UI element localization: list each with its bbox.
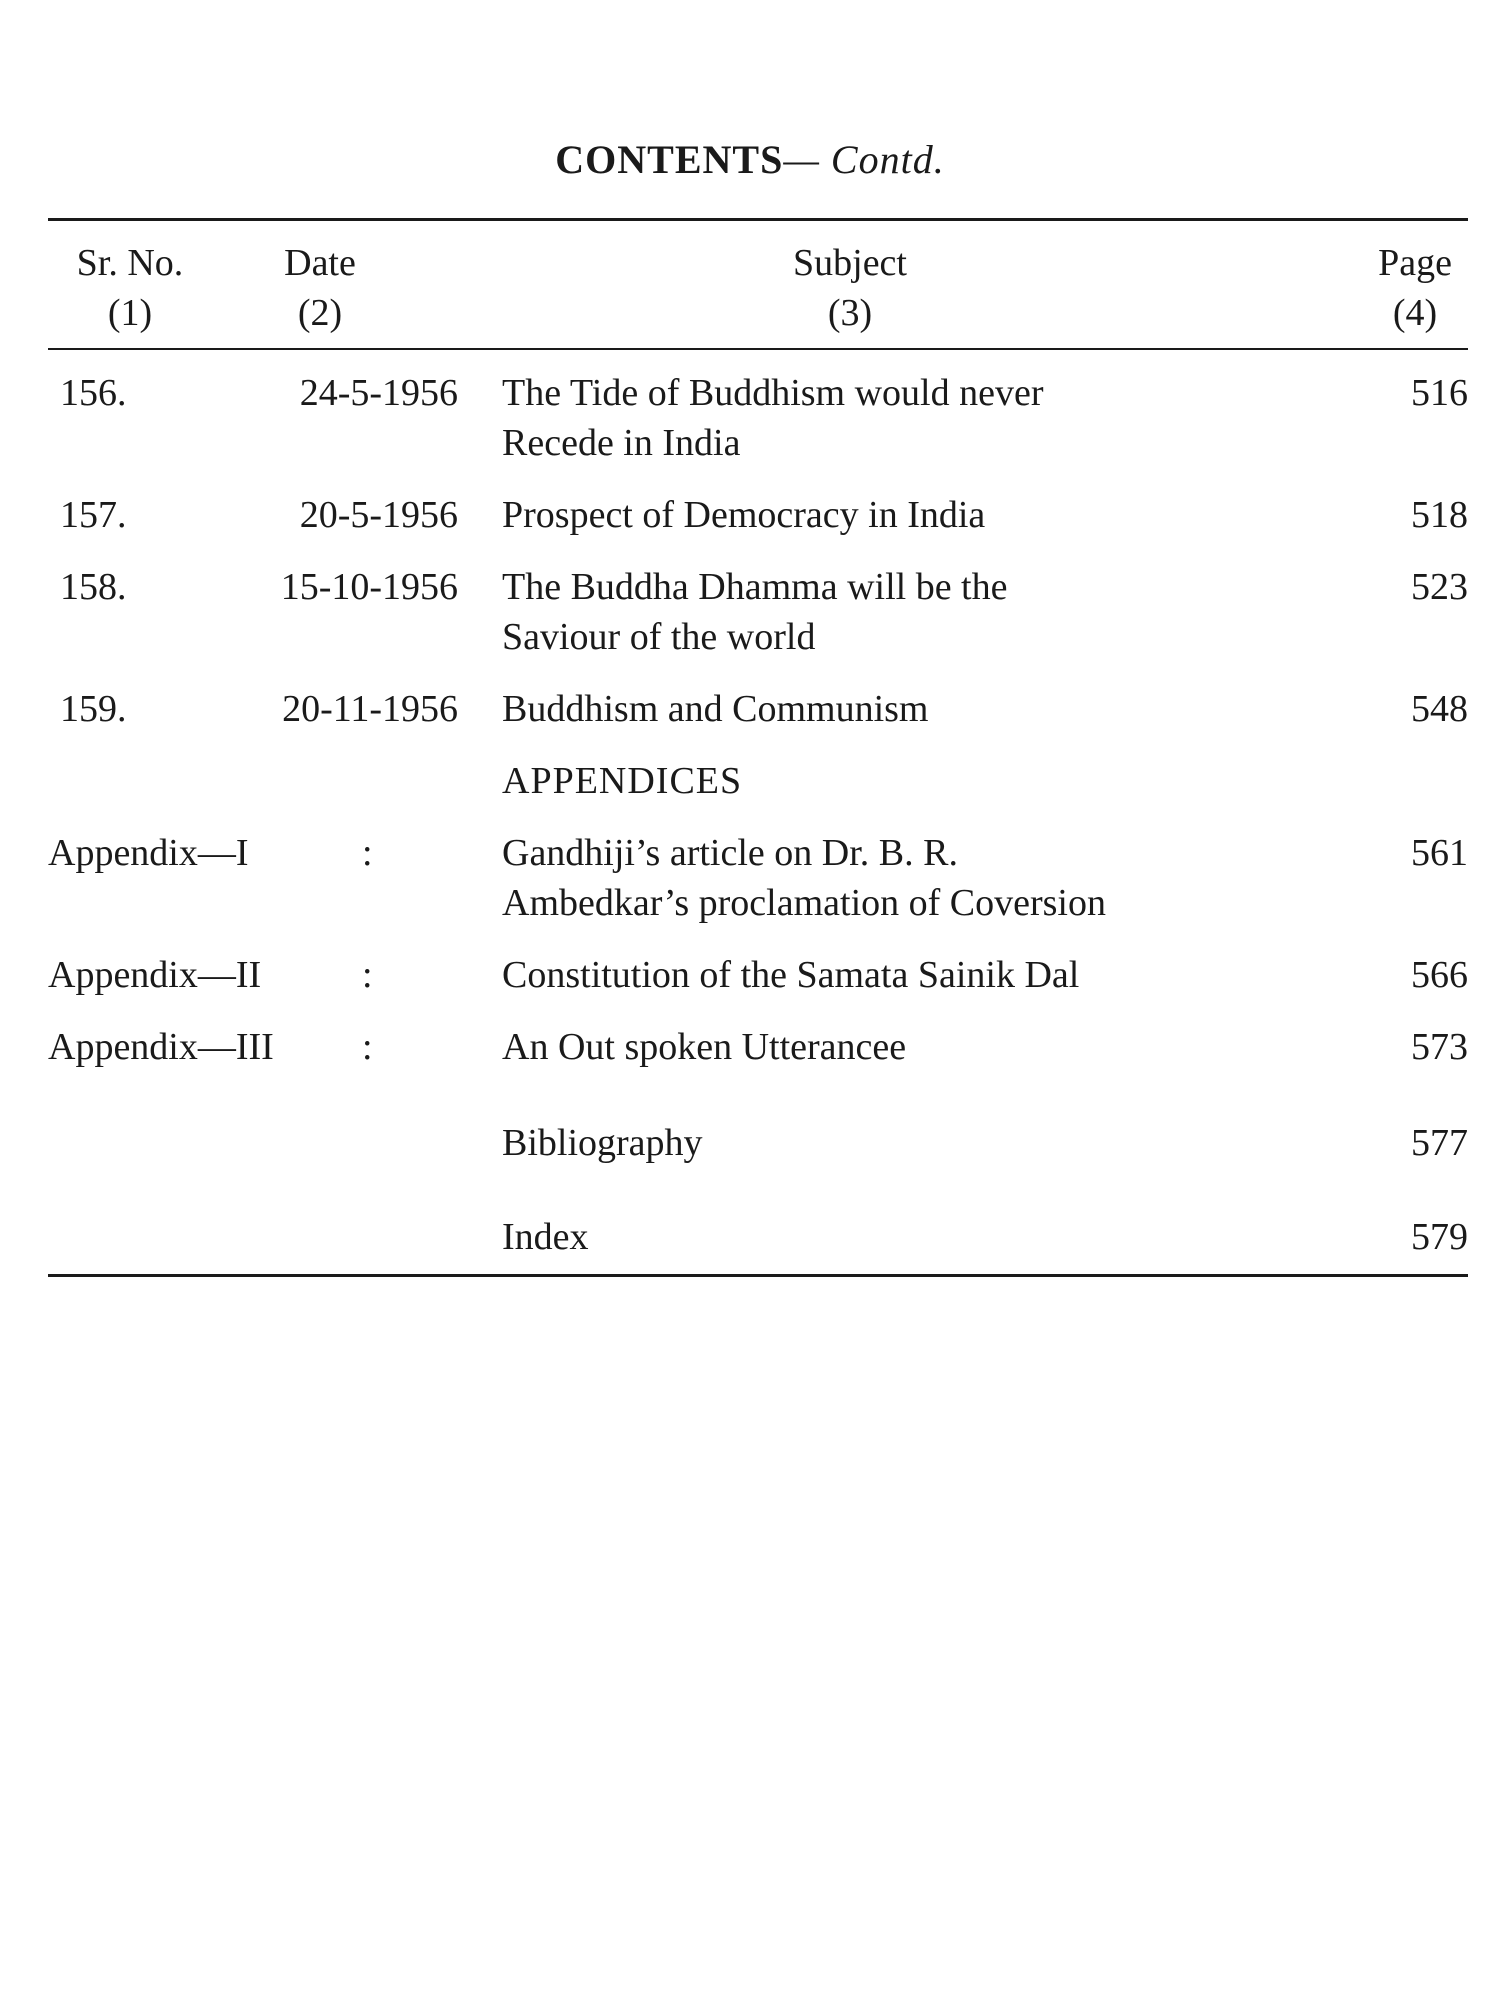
- appendix-label: Appendix—I: [48, 832, 249, 874]
- appendices-heading: APPENDICES: [502, 760, 743, 802]
- row-sr: 157.: [60, 494, 127, 536]
- title-main: CONTENTS: [555, 137, 784, 182]
- row-date: 15-10-1956: [280, 566, 458, 608]
- row-page: 518: [1411, 494, 1468, 536]
- top-rule: [48, 218, 1468, 221]
- appendix-label: Appendix—III: [48, 1026, 274, 1068]
- row-subject-line1: Prospect of Democracy in India: [502, 494, 986, 536]
- row-sr: 156.: [60, 372, 127, 414]
- row-subject-line2: Recede in India: [502, 422, 741, 464]
- row-sr: 159.: [60, 688, 127, 730]
- header-subject: Subject: [793, 242, 907, 284]
- appendix-colon: :: [362, 954, 373, 996]
- row-date: 20-11-1956: [282, 688, 458, 730]
- header-date-num: (2): [297, 292, 343, 334]
- header-subject-num: (3): [827, 292, 873, 334]
- appendix-colon: :: [362, 832, 373, 874]
- appendix-page: 566: [1411, 954, 1468, 996]
- row-sr: 158.: [60, 566, 127, 608]
- row-subject-line1: The Buddha Dhamma will be the: [502, 566, 1008, 608]
- appendix-subject-line1: An Out spoken Utterancee: [502, 1026, 907, 1068]
- appendix-subject-line2: Ambedkar’s proclamation of Coversion: [502, 882, 1106, 924]
- header-page: Page: [1378, 242, 1452, 284]
- header-sr-no: Sr. No.: [76, 242, 184, 284]
- row-subject-line1: Buddhism and Communism: [502, 688, 929, 730]
- index-label: Index: [502, 1216, 589, 1258]
- row-subject-line2: Saviour of the world: [502, 616, 816, 658]
- row-page: 548: [1411, 688, 1468, 730]
- bottom-rule: [48, 1274, 1468, 1277]
- bibliography-page: 577: [1411, 1122, 1468, 1164]
- row-page: 516: [1411, 372, 1468, 414]
- appendix-colon: :: [362, 1026, 373, 1068]
- row-subject-line1: The Tide of Buddhism would never: [502, 372, 1044, 414]
- appendix-label: Appendix—II: [48, 954, 262, 996]
- header-rule: [48, 348, 1468, 350]
- bibliography-label: Bibliography: [502, 1122, 703, 1164]
- row-page: 523: [1411, 566, 1468, 608]
- title-contd: — Contd.: [783, 137, 945, 182]
- index-page: 579: [1411, 1216, 1468, 1258]
- appendix-page: 573: [1411, 1026, 1468, 1068]
- appendix-subject-line1: Constitution of the Samata Sainik Dal: [502, 954, 1080, 996]
- header-sr-no-num: (1): [107, 292, 153, 334]
- appendix-subject-line1: Gandhiji’s article on Dr. B. R.: [502, 832, 958, 874]
- header-page-num: (4): [1392, 292, 1438, 334]
- row-date: 24-5-1956: [299, 372, 458, 414]
- title-contd-text: Contd.: [830, 137, 945, 182]
- page-title: [0, 136, 1500, 183]
- appendix-page: 561: [1411, 832, 1468, 874]
- row-date: 20-5-1956: [299, 494, 458, 536]
- header-date: Date: [284, 242, 356, 284]
